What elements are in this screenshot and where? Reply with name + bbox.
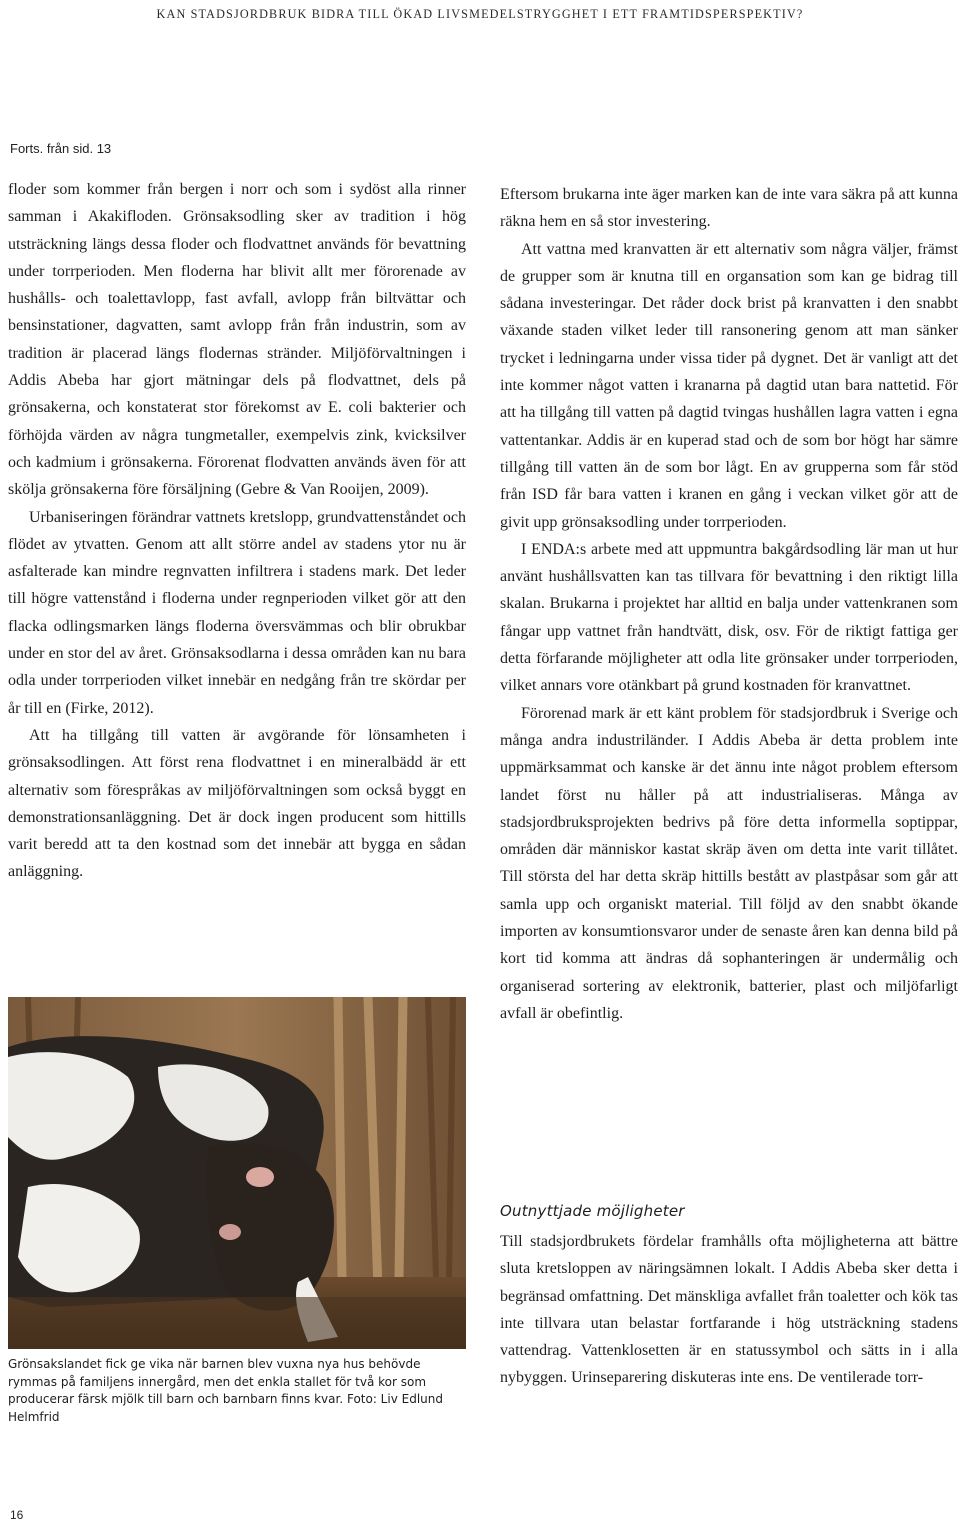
page-number: 16: [10, 1508, 24, 1522]
body-paragraph: Urbaniseringen förändrar vattnets kretslopp, grundvattenståndet och flödet av ytvatten. Genom att allt större andel av stadens ytor nu är asfalterade kan mindre regnvatten infiltrera i stadens mark. Det leder till högre vattenstånd i floderna under regnperioden vilket gör att den flacka odlingsmarken längs floderna översvämmas och blir obrukbar under en stor del av året. Grönsaksodlarna i dessa områden kan nu bara odla under torrperioden vilket innebär en nedgång från tre skördar per år till en (Firke, 2012).: [8, 508, 466, 717]
continued-from-note: Forts. från sid. 13: [10, 141, 112, 156]
cow-stable-photo: [8, 997, 466, 1349]
right-bottom-text: [500, 1228, 958, 1392]
section-subheading: Outnyttjade möjligheter: [500, 1202, 685, 1220]
body-paragraph: Att ha tillgång till vatten är avgörande för lönsamheten i grönsaksodlingen. Att först rena flodvattnet i en mineralbädd är ett alternativ som förespråkas av miljöförvaltningen som också byggt en demonstrationsanläggning. Det är dock ingen producent som hittills varit beredd att ta den kostnad som det innebär att bygga en sådan anläggning.: [8, 726, 466, 881]
left-text-column: [8, 176, 466, 886]
body-paragraph: floder som kommer från bergen i norr och som i sydöst alla rinner samman i Akakifloden. Grönsaksodling sker av tradition i hög utsträckning längs dessa floder och flodvattnet används för bevattning under torrperioden. Men floderna har blivit allt mer förorenade av hushålls- och toalettavlopp, fast avfall, avlopp från biltvättar och bensinstationer, dagvatten, samt avlopp från från industrin, som av tradition är placerad längs flodernas stränder. Miljöförvaltningen i Addis Abeba har gjort mätningar dels på flodvattnet, dels på grönsakerna, och konstaterat stor förekomst av E. coli bakterier och förhöjda värden av några tungmetaller, exempelvis zink, kvicksilver och kadmium i grönsakerna. Förorenat flodvatten används även för att skölja grönsakerna före försäljning (Gebre & Van Rooijen, 2009).: [8, 181, 466, 499]
photo-caption: Grönsakslandet fick ge vika när barnen blev vuxna nya hus behövde rymmas på familjens innergård, men det enkla stallet för två kor som producerar färsk mjölk till barn och barnbarn finns kvar. Foto: Liv Edlund Helmfrid: [8, 1357, 443, 1424]
body-paragraph: Att vattna med kranvatten är ett alternativ som några väljer, främst de grupper som är knutna till en organsation som kan ge bidrag till sådana investeringar. Det råder dock brist på kranvatten i den snabbt växande staden vilket leder till ransonering genom att man sänker trycket i ledningarna under vissa tider på dygnet. Det är vanligt att det inte kommer något vatten i kranarna på dagtid utan bara nattetid. För att ha tillgång till vatten på dagtid tvingas hushållen lagra vatten i egna vattentankar. Addis är en kuperad stad och de som bor högt har sämre tillgång till vatten än de som bor lågt. En av grupperna som får stöd från ISD får bara vatten i kranen en gång i veckan vilket gör att de givit upp grönsaksodling under torrperioden.: [500, 240, 958, 531]
running-title: KAN STADSJORDBRUK BIDRA TILL ÖKAD LIVSMEDELSTRYGGHET I ETT FRAMTIDSPERSPEKTIV?: [156, 7, 804, 21]
body-paragraph: Förorenad mark är ett känt problem för stadsjordbruk i Sverige och många andra industriländer. I Addis Abeba är detta problem inte uppmärksammat och kanske är det ännu inte något problem eftersom landet först nu håller på att industrialiseras. Många av stadsjordbruksprojekten bedrivs på före detta informella soptippar, områden där människor kastat skräp även om detta inte varit tillåtet. Till största del har detta skräp hittills bestått av plastpåsar som går att samla upp och organiskt material. Till följd av den snabbt ökande importen av konsumtionsvaror under de senaste åren kan denna bild på kort tid komma att ändras då sophanteringen är undermålig och organiserad sortering av elektronik, batterier, plast och miljöfarligt avfall är obefintlig.: [500, 704, 958, 1022]
right-text-column: [500, 181, 958, 1027]
body-paragraph: Eftersom brukarna inte äger marken kan de inte vara säkra på att kunna räkna hem en så stor investering.: [500, 186, 958, 231]
body-paragraph: Till stadsjordbrukets fördelar framhålls ofta möjligheterna att bättre sluta kretsloppen av näringsämnen lokalt. I Addis Abeba sker detta i begränsad omfattning. Det mänskliga avfallet från toaletter och kök tas inte tillvara utan belastar fortfarande i hög utsträckning stadens vattendrag. Vattenklosetten är en statussymbol och sätts in i alla nybyggen. Urinseparering diskuteras inte ens. De ventilerade torr-: [500, 1233, 958, 1387]
body-paragraph: I ENDA:s arbete med att uppmuntra bakgårdsodling lär man ut hur använt hushållsvatten kan tas tillvara för bevattning i den riktigt lilla skalan. Brukarna i projektet har alltid en balja under vattenkranen som fångar upp vattnet från handtvätt, disk, osv. För de riktigt fattiga ger detta förfarande möjligheter att odla lite grönsaker under torrperioden, vilket annars vore otänkbart på grund kostnaden för kranvattnet.: [500, 540, 958, 695]
